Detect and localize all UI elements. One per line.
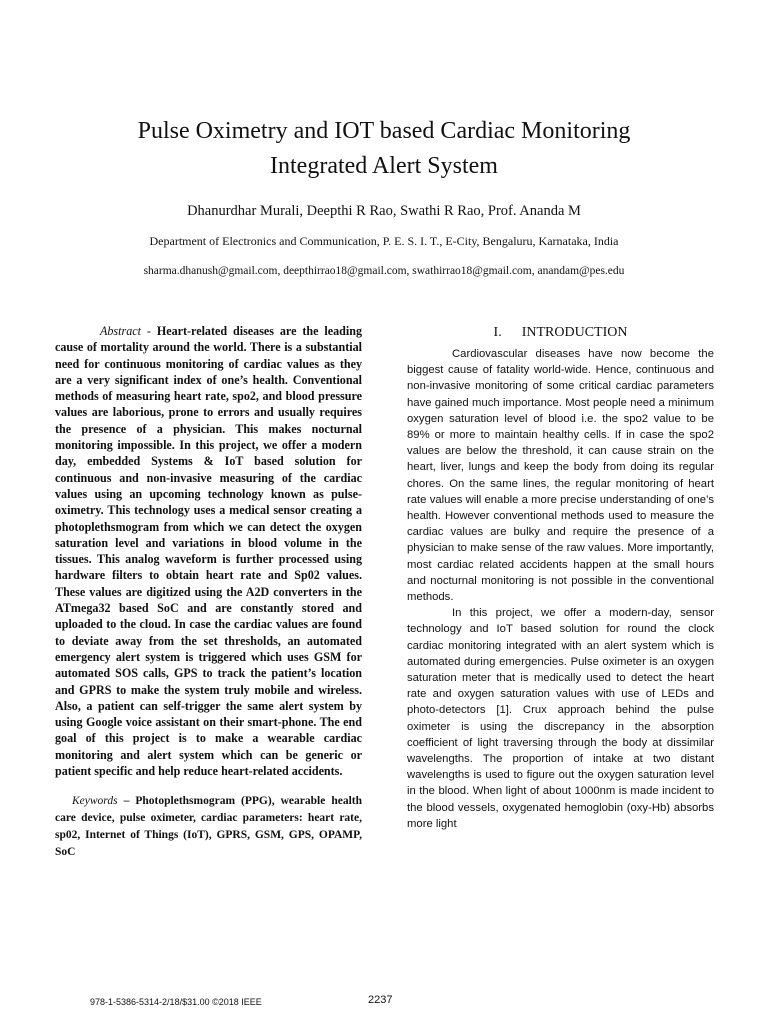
intro-paragraph-1: Cardiovascular diseases have now become the biggest cause of fatality world-wide. Hence, continuous and non-invasive monitoring of some critical cardiac parameters have gained much importance. Most people need a minimum oxygen saturation level of blood i.e. the spo2 value to be 89% or more to maintain healthy cells. If in case the spo2 values are below the threshold, it can cause strain on the heart, liver, lungs and keep the body from doing its regular chores. On the same lines, the regular monitoring of heart rate values will enable a more precise understanding of one’s health. However conventional methods used to measure the cardiac values are bulky and require the presence of a physician to make sense of the raw values. More importantly, most cardiac related accidents happen at the small hours and nocturnal monitoring is not possible in the conventional methods. xyxy=(407,348,714,604)
affiliation: Department of Electronics and Communication, P. E. S. I. T., E-City, Bengaluru, Karnataka, India xyxy=(149,234,619,248)
keywords-dash: – xyxy=(117,795,136,808)
author-list: Dhanurdhar Murali, Deepthi R Rao, Swathi R Rao, Prof. Ananda M xyxy=(187,203,581,219)
section-heading-introduction xyxy=(407,323,714,343)
keywords xyxy=(55,793,362,861)
author-emails: sharma.dhanush@gmail.com, deepthirrao18@gmail.com, swathirrao18@gmail.com, anandam@pes.edu xyxy=(143,265,625,277)
page-number: 2237 xyxy=(368,994,393,1006)
title-line-1: Pulse Oximetry and IOT based Cardiac Monitoring xyxy=(137,118,631,144)
keywords-body: Photoplethsmogram (PPG), wearable health care device, pulse oximeter, cardiac parameters: heart rate, sp02, Internet of Things (IoT), GPRS, GSM, GPS, OPAMP, SoC xyxy=(55,795,362,859)
abstract xyxy=(55,323,362,779)
abstract-dash: - xyxy=(140,324,157,338)
section-number: I. xyxy=(493,325,502,340)
section-title: INTRODUCTION xyxy=(521,325,628,340)
abstract-label: Abstract xyxy=(100,324,141,338)
footer-copyright: 978-1-5386-5314-2/18/$31.00 ©2018 IEEE xyxy=(90,997,262,1007)
left-column xyxy=(55,323,362,861)
keywords-label: Keywords xyxy=(72,795,118,808)
title-line-2: Integrated Alert System xyxy=(270,153,498,179)
paper-title xyxy=(60,114,708,184)
intro-paragraph-2: In this project, we offer a modern-day, sensor technology and IoT based solution for round the clock cardiac monitoring integrated with an alert system which is automated during emergencies. Pulse oximeter is an oxygen saturation meter that is medically used to detect the heart rate and oxygen saturation values with use of LEDs and photo-detectors [1]. Crux approach behind the pulse oximeter is using the discrepancy in the absorption coefficient of light traversing through the body at dissimilar wavelengths. The proportion of intake at two distant wavelengths is used to figure out the oxygen saturation level in the blood. When light of about 1000nm is made incident to the blood vessels, oxygenated hemoglobin (oxy-Hb) absorbs more light xyxy=(407,607,714,830)
right-column xyxy=(407,323,714,832)
abstract-body: Heart-related diseases are the leading cause of mortality around the world. There is a substantial need for continuous monitoring of cardiac values as they are a very significant index of one’s health. Conventional methods of measuring heart rate, spo2, and blood pressure values are laborious, prone to errors and usually requires the presence of a physician. This makes nocturnal monitoring impossible. In this project, we offer a modern day, embedded Systems & IoT based solution for continuous and non-invasive measuring of the cardiac values using an upcoming technology known as pulse-oximetry. This technology uses a medical sensor creating a photoplethsmogram from which we can detect the oxygen saturation level and variations in blood volume in the tissues. This analog waveform is further processed using hardware filters to obtain heart rate and Sp02 values. These values are digitized using the A2D converters in the ATmega32 based SoC and are constantly stored and uploaded to the cloud. In case the cardiac values are found to deviate away from the set thresholds, an automated emergency alert system is triggered which uses GSM for automated SOS calls, GPS to track the patient’s location and GPRS to make the system truly mobile and wireless. Also, a patient can self-trigger the same alert system by using Google voice assistant on their smart-phone. The end goal of this project is to make a wearable cardiac monitoring and alert system which can be generic or patient specific and help reduce heart-related accidents. xyxy=(55,324,362,779)
